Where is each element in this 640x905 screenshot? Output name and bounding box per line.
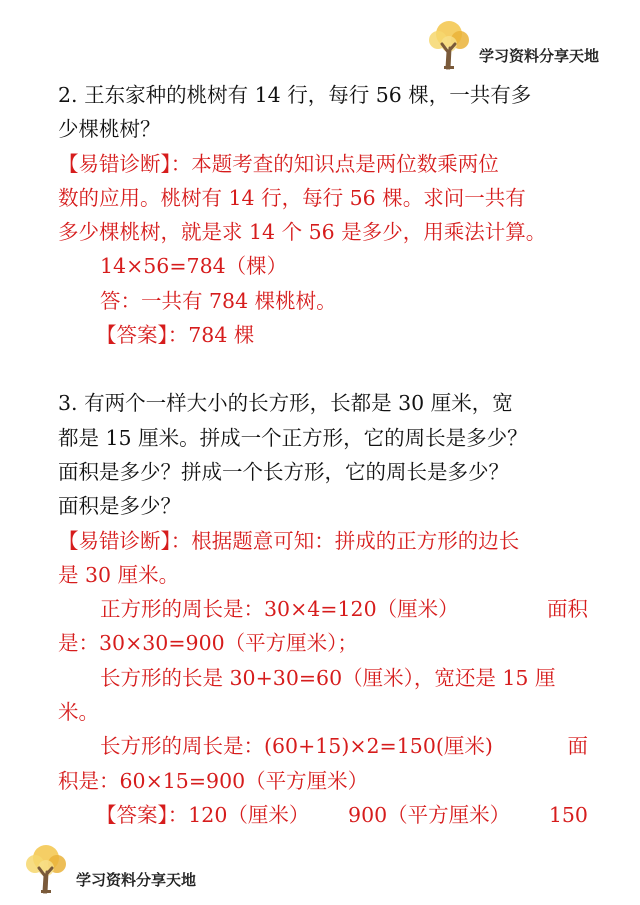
tree-logo-icon — [22, 842, 70, 894]
analysis-line: 是 30 厘米。 — [58, 562, 180, 587]
rectangle-length-line: 米。 — [58, 700, 99, 725]
rectangle-length-line: 长方形的长是 30+30=60（厘米），宽还是 15 厘 — [100, 665, 556, 690]
analysis-line: 【易错诊断】：根据题意可知：拼成的正方形的边长 — [58, 528, 520, 553]
square-area: 是：30×30=900（平方厘米）； — [58, 631, 358, 656]
document-body — [58, 78, 588, 832]
header-logo — [425, 18, 599, 70]
question-2 — [58, 78, 588, 352]
rectangle-perimeter-line — [58, 729, 588, 763]
reply-sentence: 答：一共有 784 棵桃树。 — [100, 288, 337, 313]
answer: 【答案】：784 棵 — [96, 323, 255, 348]
tree-logo-icon — [425, 18, 473, 70]
question-text-line: 3. 有两个一样大小的长方形，长都是 30 厘米，宽 — [58, 391, 513, 416]
footer-logo — [22, 842, 196, 894]
rectangle-area-head: 面 — [567, 734, 588, 759]
answer-value-1: 【答案】：120（厘米） — [96, 802, 310, 827]
analysis-line: 数的应用。桃树有 14 行，每行 56 棵。求问一共有 — [58, 185, 526, 210]
square-perimeter: 正方形的周长是：30×4=120（厘米） — [100, 597, 459, 622]
question-text-line: 2. 王东家种的桃树有 14 行，每行 56 棵，一共有多 — [58, 83, 532, 107]
analysis-line: 【易错诊断】：本题考查的知识点是两位数乘两位 — [58, 151, 499, 176]
question-text-line: 面积是多少？ — [58, 494, 181, 519]
calculation: 14×56=784（棵） — [100, 254, 288, 279]
rectangle-perimeter: 长方形的周长是：(60+15)×2=150(厘米) — [100, 734, 493, 759]
question-text-line: 都是 15 厘米。拼成一个正方形，它的周长是多少？ — [58, 425, 528, 450]
rectangle-area: 积是：60×15=900（平方厘米） — [58, 768, 369, 793]
answer-value-2: 900（平方厘米） — [348, 802, 511, 827]
square-area-head: 面积 — [547, 597, 588, 622]
square-perimeter-line — [58, 592, 588, 626]
answer-value-3: 150 — [548, 802, 588, 827]
question-3 — [58, 386, 588, 832]
section-gap — [58, 352, 588, 386]
brand-name: 学习资料分享天地 — [76, 871, 197, 889]
brand-name: 学习资料分享天地 — [479, 47, 600, 65]
analysis-line: 多少棵桃树，就是求 14 个 56 是多少，用乘法计算。 — [58, 220, 547, 245]
question-text-line: 少棵桃树？ — [58, 117, 161, 142]
question-text-line: 面积是多少？拼成一个长方形，它的周长是多少？ — [58, 459, 509, 484]
answer — [58, 798, 588, 832]
